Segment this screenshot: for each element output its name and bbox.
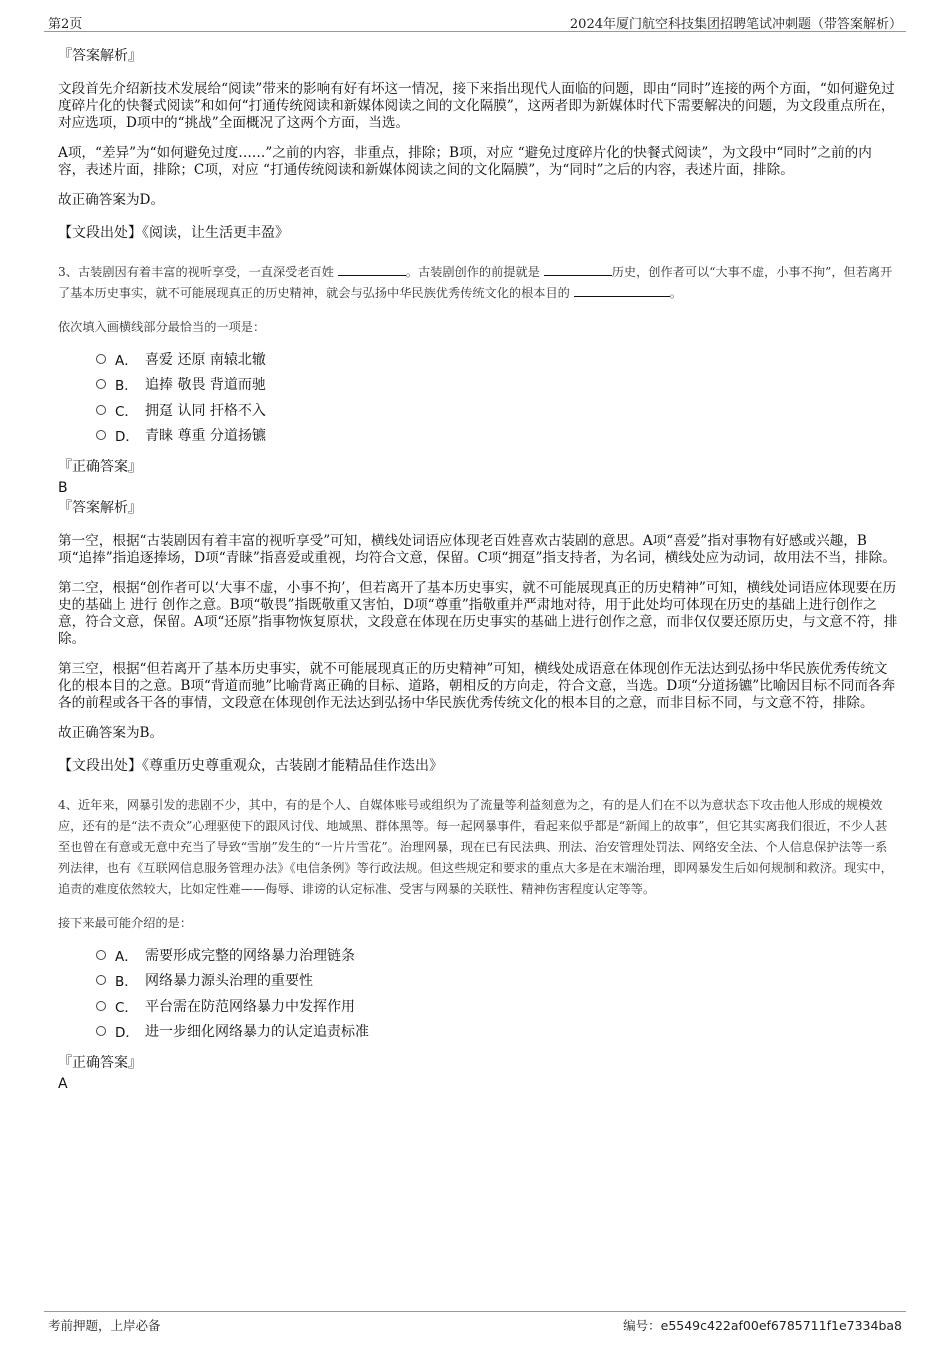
option-text: 追捧 敬畏 背道而驰 — [145, 377, 266, 394]
q3-stem-part-b: 。古装剧创作的前提就是 — [405, 265, 540, 279]
radio-icon[interactable] — [96, 1001, 106, 1011]
option-letter: B． — [115, 974, 138, 991]
q2-conclusion: 故正确答案为D。 — [58, 192, 165, 208]
q3-analysis-p1: 第一空，根据“古装剧因有着丰富的视听享受”可知，横线处词语应体现老百姓喜欢古装剧的意思。A项“喜爱”指对事物有好感或兴趣，B项“追捧”指追逐捧场，D项“青睐”指喜爱或重视，均符合文意，保留。C项“拥趸”指支持者，为名词，横线处应为动词，故用法不当，排除。 — [58, 533, 896, 566]
q4-answer-tag: 『正确答案』 — [58, 1055, 142, 1071]
q2-analysis-p2: A项，“差异”为“如何避免过度……”之前的内容，非重点，排除；B项，对应 “避免过度碎片化的快餐式阅读”，为文段中“同时”之前的内容，表述片面，排除；C项，对应 “打通传统阅读和新媒体阅读之间的文化隔膜”，为“同时”之后的内容，表述片面，排除。 — [58, 145, 872, 178]
q3-analysis-p2: 第二空，根据“创作者可以‘大事不虚，小事不拘’，但若离开了基本历史事实，就不可能展现真正的历史精神”可知，横线处词语应体现要在历史的基础上 进行 创作之意。B项“敬畏”指既敬重又害怕，D项“尊重”指敬重并严肃地对待，用于此处均可体现在历史的基础上进行创作之意，符合文意，保留。A项“还原”指事物恢复原状，文段意在体现在历史事实的基础上进行创作之意，而非仅仅要还原历史，与文意不符，排除。 — [58, 580, 898, 647]
q3-prompt: 依次填入画横线部分最恰当的一项是： — [58, 320, 266, 334]
option-text: 网络暴力源头治理的重要性 — [145, 973, 313, 990]
q3-conclusion: 故正确答案为B。 — [58, 725, 164, 741]
option-letter: D． — [115, 1025, 139, 1042]
q3-blank-2 — [544, 263, 612, 276]
q3-answer-tag: 『正确答案』 — [58, 459, 142, 475]
option-letter: D． — [115, 429, 139, 446]
q3-blank-3 — [574, 284, 670, 297]
q4-answer: A — [58, 1076, 68, 1092]
radio-icon[interactable] — [96, 354, 106, 364]
q4-option-a[interactable] — [96, 942, 898, 968]
q2-analysis-p1: 文段首先介绍新技术发展给“阅读”带来的影响有好有坏这一情况，接下来指出现代人面临的问题，即由“同时”连接的两个方面，“如何避免过度碎片化的快餐式阅读”和如何“打通传统阅读和新媒体阅读之间的文化隔膜”，这两者即为新媒体时代下需要解决的问题，为文段重点所在，对应选项，D项中的“挑战”全面概况了这两个方面，当选。 — [58, 81, 895, 131]
footer-slogan: 考前押题，上岸必备 — [48, 1318, 161, 1333]
q3-source: 【文段出处】《尊重历史尊重观众，古装剧才能精品佳作迭出》 — [58, 758, 443, 774]
q2-analysis-tag: 『答案解析』 — [58, 48, 142, 64]
option-letter: A． — [115, 352, 138, 369]
radio-icon[interactable] — [96, 405, 106, 415]
q3-option-a[interactable] — [96, 346, 898, 372]
q3-option-b[interactable] — [96, 372, 898, 398]
q3-analysis-tag: 『答案解析』 — [58, 500, 142, 516]
q4-option-c[interactable] — [96, 993, 898, 1019]
page-header — [44, 13, 906, 32]
page-content — [58, 47, 898, 1095]
q3-option-c[interactable] — [96, 397, 898, 423]
radio-icon[interactable] — [96, 950, 106, 960]
option-text: 拥趸 认同 扞格不入 — [145, 402, 266, 419]
page-number: 第2页 — [48, 17, 83, 32]
document-title: 2024年厦门航空科技集团招聘笔试冲刺题（带答案解析） — [569, 17, 902, 32]
radio-icon[interactable] — [96, 1026, 106, 1036]
option-text: 喜爱 还原 南辕北辙 — [145, 351, 266, 368]
q2-source: 【文段出处】《阅读，让生活更丰盈》 — [58, 225, 289, 241]
q4-stem: 4、近年来，网暴引发的悲剧不少，其中，有的是个人、自媒体账号或组织为了流量等利益刻意为之，有的是人们在不以为意状态下攻击他人形成的规模效应，还有的是“法不责众”心理驱使下的跟风讨伐、地域黑、群体黑等。每一起网暴事件，看起来似乎都是“新闻上的故事”，但它其实离我们很近，不少人甚至也曾在有意或无意中充当了导致“雪崩”发生的“一片片雪花”。治理网暴，现在已有民法典、刑法、治安管理处罚法、网络安全法、个人信息保护法等一系列法律，也有《互联网信息服务管理办法》《电信条例》等行政法规。但这些规定和要求的重点大多是在末端治理，即网暴发生后如何规制和救济。现实中，追责的难度依然较大，比如定性难——侮辱、诽谤的认定标准、受害与网暴的关联性、精神伤害程度认定等等。 — [58, 798, 893, 896]
q3-blank-1 — [338, 263, 406, 276]
q4-prompt: 接下来最可能介绍的是： — [58, 916, 193, 930]
radio-icon[interactable] — [96, 379, 106, 389]
radio-icon[interactable] — [96, 430, 106, 440]
option-text: 青睐 尊重 分道扬镳 — [145, 428, 266, 445]
q3-answer: B — [58, 480, 68, 496]
q4-option-d[interactable] — [96, 1019, 898, 1045]
q3-analysis-p3: 第三空，根据“但若离开了基本历史事实，就不可能展现真正的历史精神”可知，横线处成语意在体现创作无法达到弘扬中华民族优秀传统文化的根本目的之意。B项“背道而驰”比喻背离正确的目标、道路，朝相反的方向走，符合文意，当选。D项“分道扬镳”比喻因目标不同而各奔各的前程或各干各的事情，文段意在体现创作无法达到弘扬中华民族优秀传统文化的根本目的之意，而非目标不同，与文意不符，排除。 — [58, 661, 896, 711]
q3-option-d[interactable] — [96, 423, 898, 449]
option-letter: A． — [115, 948, 138, 965]
q3-stem — [58, 262, 898, 304]
q4-options — [96, 942, 898, 1044]
q3-stem-part-d: 。 — [669, 286, 682, 300]
option-text: 平台需在防范网络暴力中发挥作用 — [145, 998, 355, 1015]
radio-icon[interactable] — [96, 975, 106, 985]
document-id: 编号：e5549c422af00ef6785711f1e7334ba8 — [623, 1318, 902, 1333]
q4-option-b[interactable] — [96, 968, 898, 994]
option-letter: B． — [115, 378, 138, 395]
option-letter: C． — [115, 999, 138, 1016]
option-letter: C． — [115, 403, 138, 420]
q3-stem-part-a: 3、古装剧因有着丰富的视听享受，一直深受老百姓 — [58, 265, 334, 279]
page-footer — [44, 1311, 906, 1334]
option-text: 进一步细化网络暴力的认定追责标准 — [145, 1024, 369, 1041]
option-text: 需要形成完整的网络暴力治理链条 — [145, 947, 355, 964]
q3-stem-part-c: 历史，创作者可以“大事不虚，小事不拘”，但若离开了基本历史事实，就不可能展现真正的历史精神，就会与弘扬中华民族优秀传统文化的根本目的 — [58, 265, 893, 300]
q3-options — [96, 346, 898, 448]
